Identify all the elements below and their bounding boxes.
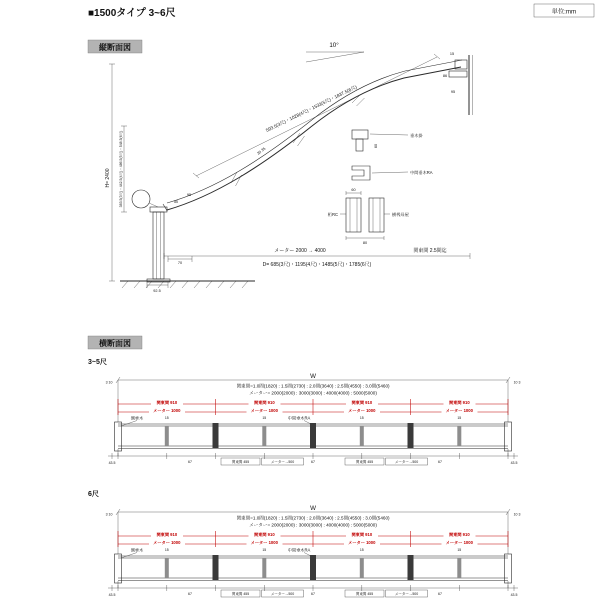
box-meter-500-text: メーター→500 [270,592,295,597]
main-rafter [213,555,219,580]
edge-left: 3 10 [105,380,113,385]
dim-43-5: 43.5 [510,593,518,597]
red-meter-dim: メーター 1000 [153,408,181,414]
red-kanto-dim: 関東間 910 [156,532,178,538]
vsec-label: 縦断面図 [99,43,131,52]
w-label: W [310,373,316,380]
slope-angle: 10° [329,42,339,49]
post [153,212,164,279]
dim-43-5: 43.5 [108,593,116,597]
hsec-drawing-2 [106,505,521,597]
right-end-channel [505,554,512,583]
kanto-note: 関東間 2.5間迄 [413,248,447,254]
hsec-sub2: 6尺 [88,491,99,498]
main-rafter [408,555,414,580]
dim-15: 15 [457,416,462,420]
meter-line: メーター= 2000(2000) : 3000(3000) : 4000(4000) : 5000(5000) [249,522,377,528]
tarukigake-label: 垂木掛 [410,133,423,138]
dim-95-b: 95 [450,90,456,94]
dim-67: 67 [188,592,192,596]
side-rafter-label: 側垂木 [130,547,144,553]
wall-bracket-lower [449,71,467,77]
red-kanto-dim: 関東間 910 [351,532,373,538]
page-title: ■1500タイプ 3~6尺 [88,8,176,19]
bottom-chain [108,449,518,459]
red-meter-dim: メーター 1000 [250,408,278,414]
post-cap [150,207,167,212]
box-kanto-455-text: 関東間 455 [231,460,250,465]
red-kanto-dim: 関東間 910 [253,400,275,406]
hsec-drawing-1 [106,373,521,465]
right-end-channel [505,422,512,451]
detail-inner-lines [350,198,380,232]
main-rafter [408,423,414,448]
minor-rafter [360,558,364,578]
dim-15: 15 [359,548,364,552]
box-meter-500-text: メーター→500 [394,592,419,597]
dim-60-b: 60 [351,188,356,192]
red-kanto-dim: 関東間 910 [351,400,373,406]
bottom-chain [108,581,518,591]
roof-front-cap [163,204,167,211]
roof-curve-upper [167,60,462,203]
minor-rafter [457,558,461,578]
slope-marker [306,52,364,62]
side-rafter-label: 側垂木 [130,415,144,421]
dim-67: 67 [311,592,315,596]
box-meter-500-text: メーター→500 [270,460,295,465]
hsec-sub1: 3~5尺 [88,359,107,366]
red-meter-dim: メーター 1000 [445,540,473,546]
tarukigake-detail-2 [356,139,363,151]
red-meter-dim: メーター 1000 [348,540,376,546]
red-kanto-dim: 関東間 910 [448,400,470,406]
box-meter-500-text: メーター→500 [394,460,419,465]
yokozan-detail [369,198,384,232]
chukan-label: 中間垂木RA [410,170,433,175]
red-meter-dim: メーター 1000 [445,408,473,414]
mid-rafter-label: 中間垂木RA [287,547,311,553]
dim-80: 80 [362,241,368,245]
minor-rafter [165,426,169,446]
side-rafter-leader [121,553,137,559]
dim-43-5: 43.5 [108,461,116,465]
corner-detail-leader [149,203,158,207]
dim-67: 67 [438,592,442,596]
unit-label: 単位:mm [551,8,577,16]
box-kanto-455-text: 関東間 455 [355,592,374,597]
dim-15: 15 [449,52,455,56]
height-total-text: H= 2400 [105,168,111,188]
red-meter-dim: メーター 1000 [153,540,181,546]
minor-rafter [360,426,364,446]
dim-86: 86 [442,74,448,78]
hsec-label: 横断面図 [99,339,131,348]
main-rafter [213,423,219,448]
dim-15: 15 [164,416,169,420]
tarukigake-leader [370,134,408,135]
dim-15: 15 [262,416,267,420]
post-inner-lines [157,212,161,279]
dim-43-5: 43.5 [510,461,518,465]
dim-95-a: 95 [186,193,192,197]
main-rafter [310,423,316,448]
dim-35-35: 35 35 [256,146,267,156]
box-kanto-455-text: 関東間 455 [355,460,374,465]
red-kanto-dim: 関東間 910 [253,532,275,538]
red-meter-dim: メーター 1000 [348,408,376,414]
tarukigake-detail [352,130,368,139]
chukan-leader [372,172,408,173]
main-rafter [310,555,316,580]
dim-80-line [346,236,384,240]
box-kanto-455-text: 関東間 455 [231,592,250,597]
w-label: W [310,505,316,512]
dim-70: 70 [177,261,183,265]
red-meter-dim: メーター 1000 [250,540,278,546]
chukan-detail [352,166,370,180]
ground-hatch [122,281,248,288]
red-kanto-dim: 関東間 910 [156,400,178,406]
meter-range: メーター 2000 → 4000 [274,248,326,254]
vertical-section [88,40,473,293]
red-kanto-dim: 関東間 910 [448,532,470,538]
edge-left: 3 10 [105,512,113,517]
edge-right: 10 3 [513,512,521,517]
height-dim-text: 383.5(3尺)・442.5(4尺)・486.5(5尺)・548.5(6尺) [119,130,123,208]
left-end-channel [115,554,122,583]
minor-rafter [262,426,266,446]
dim-67: 67 [188,460,192,464]
corner-detail-circle [132,190,150,208]
yokozan-label: 横桟母屋 [392,212,409,217]
dim-67: 67 [438,460,442,464]
left-end-channel [115,422,122,451]
keta-detail [346,198,361,232]
mid-rafter-label: 中間垂木RA [287,415,311,421]
kanto-line: 関東間=1.0間(1820) : 1.5間(2730) : 2.0間(3640) : 2.5間(4550) : 3.0間(5460) [236,383,390,389]
edge-right: 10 3 [513,380,521,385]
rafter-ticks [231,95,365,186]
dim-15: 15 [262,548,267,552]
dim-15: 15 [457,548,462,552]
dim-50: 50 [173,200,179,204]
dim-67: 67 [311,460,315,464]
keta-label: 桁RC [327,212,338,217]
slope-dim-text: 593.5(3尺)・1028(4尺)・1533(5尺)・1837.5(6尺) [265,84,358,133]
dim-60-a: 60 [374,143,378,149]
meter-line: メーター= 2000(2000) : 3000(3000) : 4000(4000) : 5000(5000) [249,390,377,396]
minor-rafter [457,426,461,446]
minor-rafter [262,558,266,578]
roof-curve-lower [167,67,461,210]
side-rafter-leader [121,421,137,427]
dim-92: 92.5 [153,289,161,293]
depth-dim: D= 685(3尺)・1195(4尺)・1485(5尺)・1785(6尺) [262,262,372,268]
dim-15: 15 [164,548,169,552]
dim-15: 15 [359,416,364,420]
minor-rafter [165,558,169,578]
kanto-line: 関東間=1.0間(1820) : 1.5間(2730) : 2.0間(3640) : 2.5間(4550) : 3.0間(5460) [236,515,390,521]
